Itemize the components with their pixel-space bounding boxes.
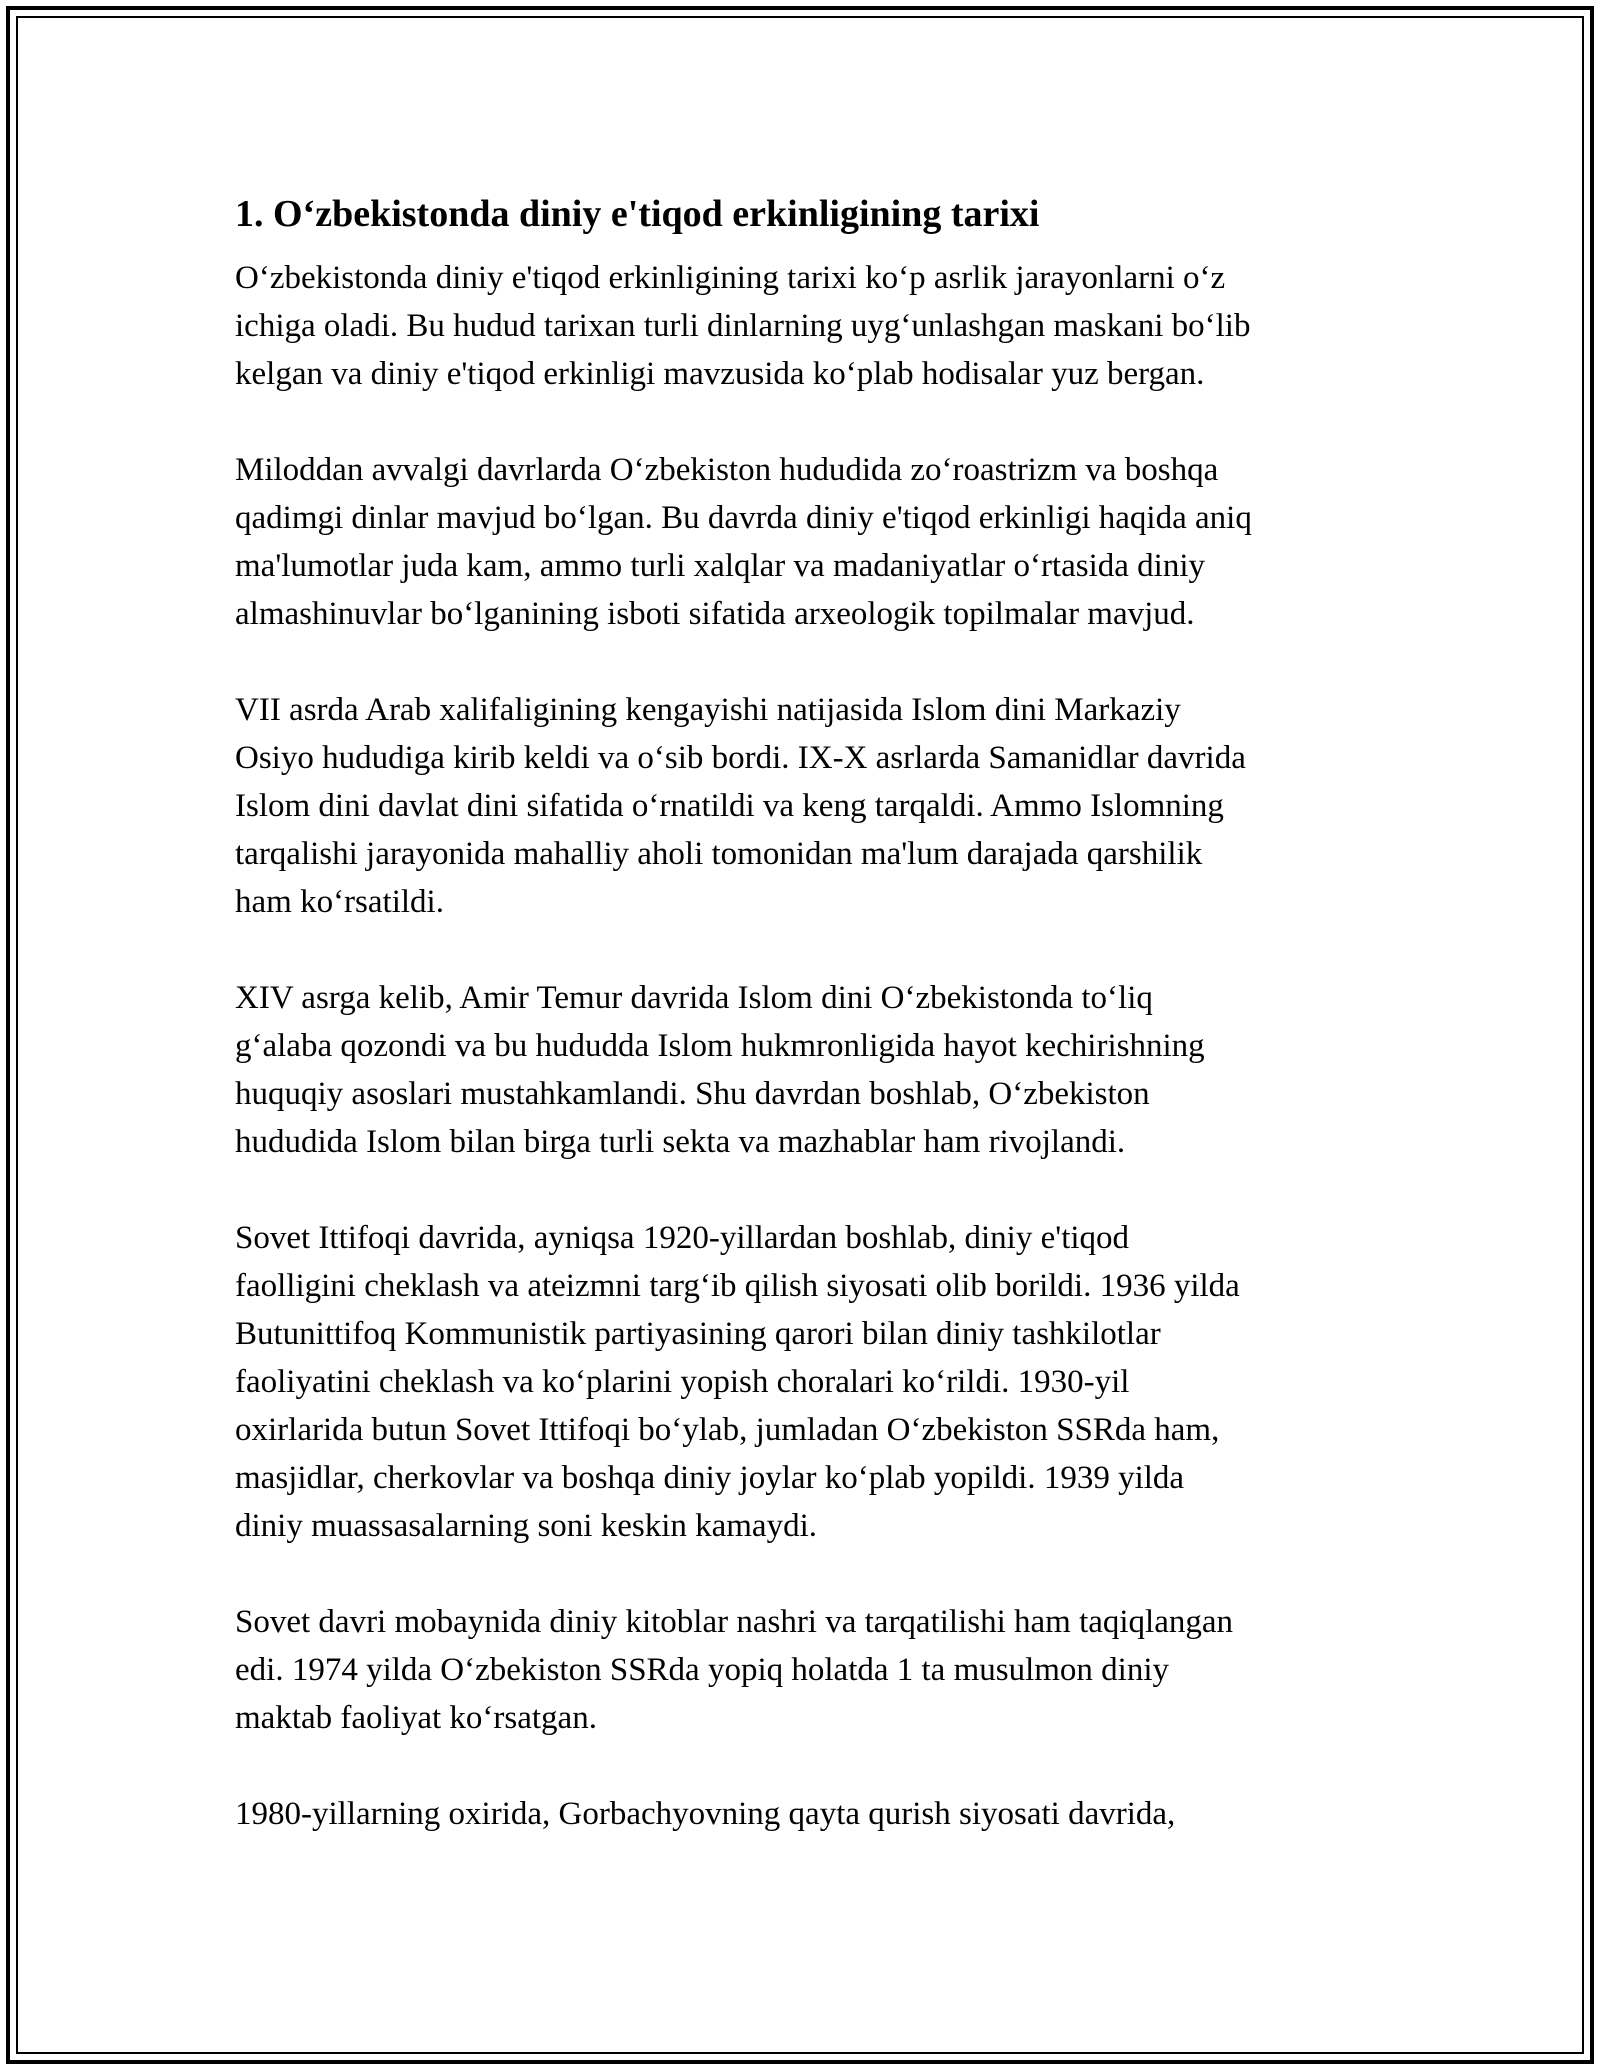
text-line: qadimgi dinlar mavjud bo‘lgan. Bu davrda diniy e'tiqod erkinligi haqida aniq xyxy=(235,500,1252,536)
document-body xyxy=(235,186,1375,1886)
text-line: faoliyatini cheklash va ko‘plarini yopish choralari ko‘rildi. 1930-yil xyxy=(235,1364,1130,1400)
text-line: masjidlar, cherkovlar va boshqa diniy joylar ko‘plab yopildi. 1939 yilda xyxy=(235,1460,1185,1496)
text-line: ma'lumotlar juda kam, ammo turli xalqlar va madaniyatlar o‘rtasida diniy xyxy=(235,548,1205,584)
text-line: Osiyo hududiga kirib keldi va o‘sib bordi. IX-X asrlarda Samanidlar davrida xyxy=(235,740,1246,776)
text-line: kelgan va diniy e'tiqod erkinligi mavzusida ko‘plab hodisalar yuz bergan. xyxy=(235,356,1205,392)
paragraph-2 xyxy=(235,446,1375,638)
text-line: maktab faoliyat ko‘rsatgan. xyxy=(235,1700,597,1736)
text-line: almashinuvlar bo‘lganining isboti sifatida arxeologik topilmalar mavjud. xyxy=(235,596,1195,632)
text-line: edi. 1974 yilda O‘zbekiston SSRda yopiq holatda 1 ta musulmon diniy xyxy=(235,1652,1170,1688)
paragraph-4 xyxy=(235,974,1375,1166)
text-line: Miloddan avvalgi davrlarda O‘zbekiston hududida zo‘roastrizm va boshqa xyxy=(235,452,1219,488)
text-line: VII asrda Arab xalifaligining kengayishi natijasida Islom dini Markaziy xyxy=(235,692,1181,728)
text-line: 1980-yillarning oxirida, Gorbachyovning qayta qurish siyosati davrida, xyxy=(235,1796,1176,1832)
paragraph-7 xyxy=(235,1790,1375,1838)
paragraph-1 xyxy=(235,254,1375,398)
paragraph-6 xyxy=(235,1598,1375,1742)
text-line: ichiga oladi. Bu hudud tarixan turli dinlarning uyg‘unlashgan maskani bo‘lib xyxy=(235,308,1251,344)
text-line: Sovet Ittifoqi davrida, ayniqsa 1920-yillardan boshlab, diniy e'tiqod xyxy=(235,1220,1130,1256)
paragraph-3 xyxy=(235,686,1375,926)
text-line: XIV asrga kelib, Amir Temur davrida Islom dini O‘zbekistonda to‘liq xyxy=(235,980,1153,1016)
section-heading: 1. O‘zbekistonda diniy e'tiqod erkinligining tarixi xyxy=(235,193,1040,235)
text-line: tarqalishi jarayonida mahalliy aholi tomonidan ma'lum darajada qarshilik xyxy=(235,836,1203,872)
text-line: oxirlarida butun Sovet Ittifoqi bo‘ylab, jumladan O‘zbekiston SSRda ham, xyxy=(235,1412,1220,1448)
text-line: Sovet davri mobaynida diniy kitoblar nashri va tarqatilishi ham taqiqlangan xyxy=(235,1604,1234,1640)
paragraph-5 xyxy=(235,1214,1375,1550)
text-line: hududida Islom bilan birga turli sekta va mazhablar ham rivojlandi. xyxy=(235,1124,1126,1160)
text-line: g‘alaba qozondi va bu hududda Islom hukmronligida hayot kechirishning xyxy=(235,1028,1205,1064)
text-line: Islom dini davlat dini sifatida o‘rnatildi va keng tarqaldi. Ammo Islomning xyxy=(235,788,1224,824)
text-line: diniy muassasalarning soni keskin kamaydi. xyxy=(235,1508,817,1544)
text-line: faolligini cheklash va ateizmni targ‘ib qilish siyosati olib borildi. 1936 yilda xyxy=(235,1268,1240,1304)
text-line: Butunittifoq Kommunistik partiyasining qarori bilan diniy tashkilotlar xyxy=(235,1316,1161,1352)
text-line: huquqiy asoslari mustahkamlandi. Shu davrdan boshlab, O‘zbekiston xyxy=(235,1076,1150,1112)
text-line: ham ko‘rsatildi. xyxy=(235,884,444,920)
text-line: O‘zbekistonda diniy e'tiqod erkinligining tarixi ko‘p asrlik jarayonlarni o‘z xyxy=(235,260,1226,296)
